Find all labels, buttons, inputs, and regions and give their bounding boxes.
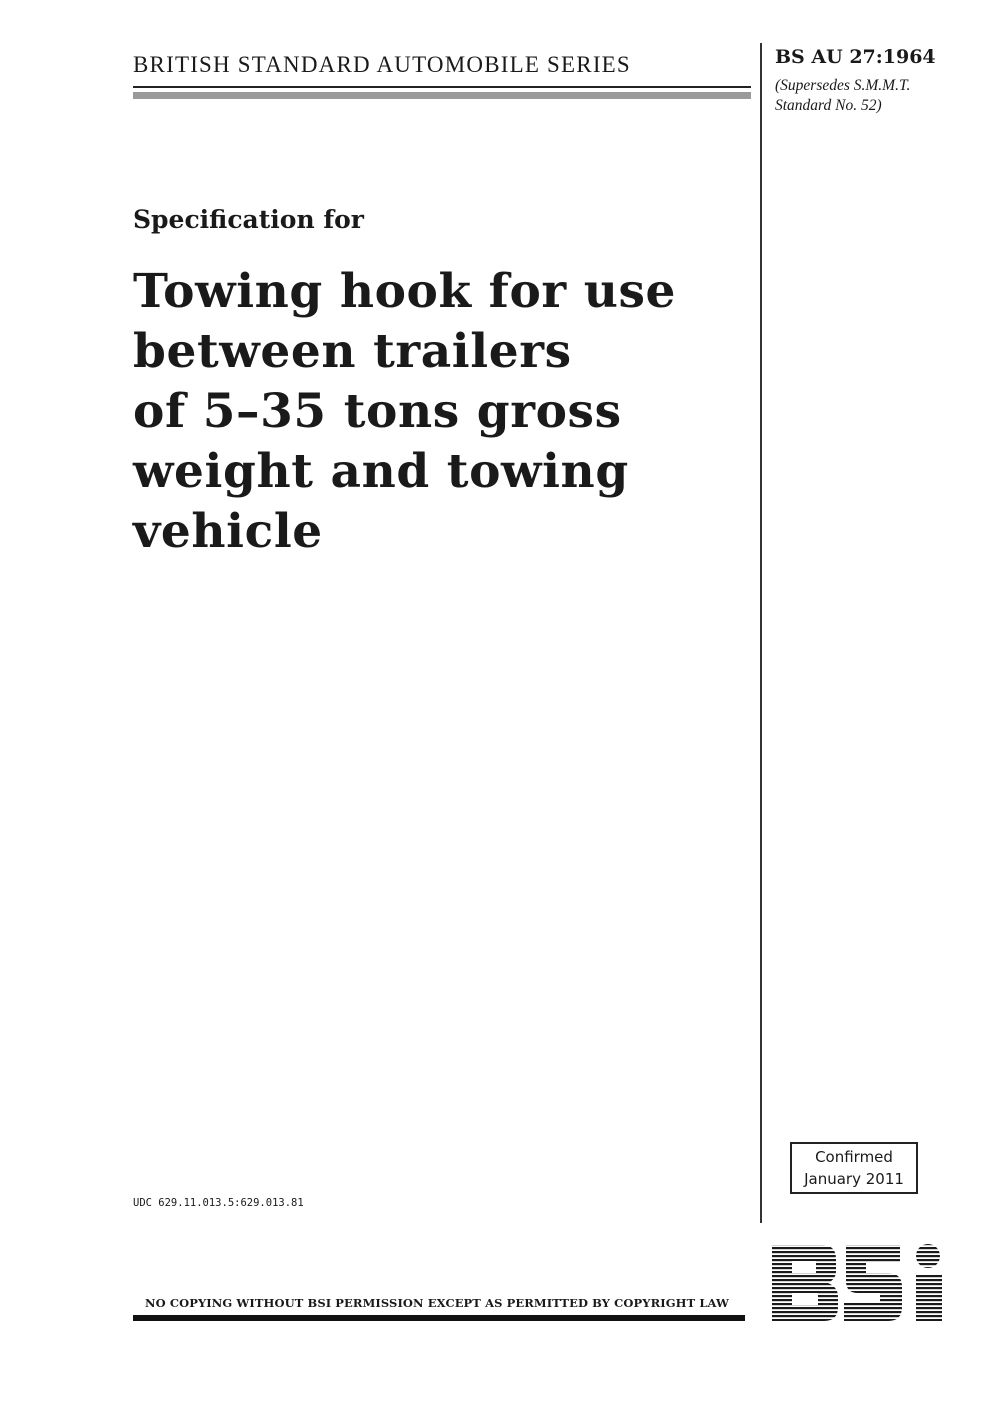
- udc-code: UDC 629.11.013.5:629.013.81: [133, 1197, 304, 1209]
- footer-rule: [133, 1315, 745, 1321]
- confirmed-box: [790, 1142, 918, 1194]
- document-title: [133, 262, 743, 562]
- confirmed-label: Confirmed: [815, 1148, 893, 1166]
- copyright-notice: NO COPYING WITHOUT BSI PERMISSION EXCEPT AS PERMITTED BY COPYRIGHT LAW: [145, 1296, 730, 1310]
- title-line: Towing hook for use: [133, 264, 677, 319]
- standard-code: BS AU 27:1964: [775, 46, 936, 68]
- title-line: vehicle: [133, 504, 323, 559]
- supersedes-line-2: Standard No. 52): [775, 97, 882, 114]
- header-rule-thin: [133, 86, 751, 88]
- bsi-logo-icon: [770, 1243, 946, 1323]
- supersedes-note: [775, 76, 955, 116]
- title-line: of 5–35 tons gross: [133, 384, 622, 439]
- vertical-divider: [760, 43, 762, 1223]
- title-line: between trailers: [133, 324, 572, 379]
- header-rule-grey: [133, 92, 751, 99]
- series-title: BRITISH STANDARD AUTOMOBILE SERIES: [133, 52, 631, 77]
- confirmed-date: January 2011: [804, 1170, 904, 1188]
- title-line: weight and towing: [133, 444, 629, 499]
- supersedes-line-1: (Supersedes S.M.M.T.: [775, 77, 911, 94]
- specification-for-label: Specification for: [133, 205, 364, 234]
